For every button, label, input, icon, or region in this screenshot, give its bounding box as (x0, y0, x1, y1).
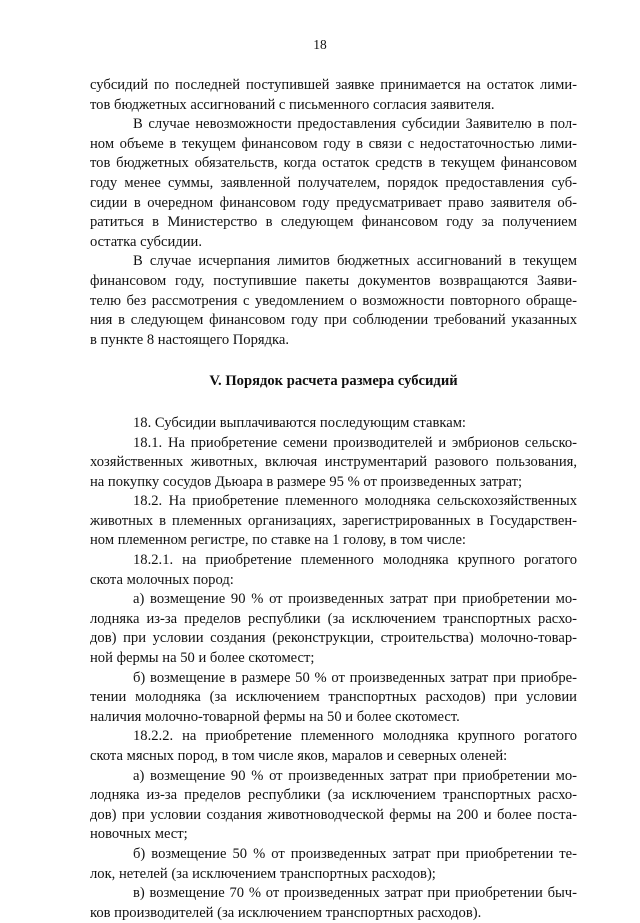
paragraph (90, 115, 577, 252)
paragraph (90, 727, 577, 766)
text-line: ния в следующем финансовом году при соблюдении требований указанных (90, 312, 577, 329)
text-line: скота мясных пород, в том числе яков, маралов и северных оленей: (90, 748, 508, 764)
text-line: а) возмещение 90 % от произведенных затрат при приобретении мо- (133, 767, 577, 784)
text-line: б) возмещение в размере 50 % от произведенных затрат при приобре- (133, 669, 577, 686)
text-line: субсидий по последней поступившей заявке принимается на остаток лими- (90, 77, 577, 93)
section-heading: V. Порядок расчета размера субсидий (209, 373, 458, 390)
text-line: новочных мест; (90, 826, 188, 843)
text-line: 18. Субсидии выплачиваются последующим ставкам: (133, 414, 466, 431)
text-line: скота молочных пород: (90, 571, 234, 588)
text-line: 18.2.2. на приобретение племенного молодняка крупного рогатого (133, 728, 577, 745)
text-line: лодняка из-за пределов республики (за исключением транспортных расхо- (90, 787, 577, 804)
text-line: лодняка из-за пределов республики (за исключением транспортных расхо- (90, 610, 577, 627)
paragraph (90, 434, 577, 493)
text-line: ном племенном регистре, по ставке на 1 голову, в том числе: (90, 532, 466, 549)
text-line: 18.2.1. на приобретение племенного молодняка крупного рогатого (133, 552, 577, 569)
document-body (90, 76, 577, 923)
text-line: лок, нетелей (за исключением транспортных расходов); (90, 865, 436, 882)
text-line: тов бюджетных обязательств, когда остаток средств в текущем финансовом (90, 155, 577, 172)
text-line: финансовом году, поступившие пакеты документов возвращаются Заяви- (90, 272, 577, 289)
text-line: 18.1. На приобретение семени производителей и эмбрионов сельско- (133, 434, 577, 451)
paragraphs-after-heading (90, 414, 577, 923)
text-line: тении молодняка (за исключением транспортных расходов) при условии (90, 689, 577, 706)
paragraphs-before-heading (90, 76, 577, 350)
text-line: дов) при условии создания (реконструкции, строительства) молочно-товар- (90, 630, 577, 647)
text-line: б) возмещение 50 % от произведенных затрат при приобретении те- (133, 845, 577, 862)
text-line: 18.2. На приобретение племенного молодняка сельскохозяйственных (133, 493, 577, 510)
page-number: 18 (313, 37, 327, 52)
text-line: на покупку сосудов Дьюара в размере 95 % от произведенных затрат; (90, 473, 523, 490)
text-line: ков производителей (за исключением транспортных расходов). (90, 904, 482, 921)
text-line: в) возмещение 70 % от произведенных затрат при приобретении быч- (133, 885, 577, 902)
paragraph (90, 590, 577, 668)
text-line: дов) при условии создания животноводческой фермы на 200 и более поста- (90, 806, 577, 823)
paragraph (90, 551, 577, 590)
text-line: ном объеме в текущем финансовом году в связи с недостаточностью лими- (90, 135, 577, 152)
paragraph (90, 845, 577, 884)
text-line: году менее суммы, заявленной получателем, порядок предоставления суб- (90, 174, 577, 191)
paragraph (90, 76, 577, 115)
paragraph (90, 669, 577, 728)
text-line: а) возмещение 90 % от произведенных затрат при приобретении мо- (133, 591, 577, 608)
text-line: тов бюджетных ассигнований с письменного согласия заявителя. (90, 96, 495, 113)
text-line: ной фермы на 50 и более скотомест; (90, 650, 315, 667)
paragraph (90, 252, 577, 350)
text-line: наличия молочно-товарной фермы на 50 и более скотомест. (90, 708, 460, 725)
text-line: В случае исчерпания лимитов бюджетных ассигнований в текущем (133, 253, 577, 270)
text-line: телю без рассмотрения с уведомлением о возможности повторного обраще- (90, 292, 577, 309)
text-line: сидии в очередном финансовом году предусматривает право заявителя об- (90, 194, 577, 211)
text-line: остатка субсидии. (90, 233, 202, 250)
text-line: хозяйственных животных, включая инструментарий разового пользования, (90, 454, 577, 471)
paragraph (90, 767, 577, 845)
text-line: в пункте 8 настоящего Порядка. (90, 331, 290, 348)
text-line: В случае невозможности предоставления субсидии Заявителю в пол- (133, 116, 577, 133)
paragraph (90, 414, 577, 434)
paragraph (90, 492, 577, 551)
text-line: ратиться в Министерство в следующем финансовом году за получением (90, 214, 577, 231)
paragraph (90, 884, 577, 923)
text-line: животных в племенных организациях, зарегистрированных в Государствен- (90, 512, 577, 529)
